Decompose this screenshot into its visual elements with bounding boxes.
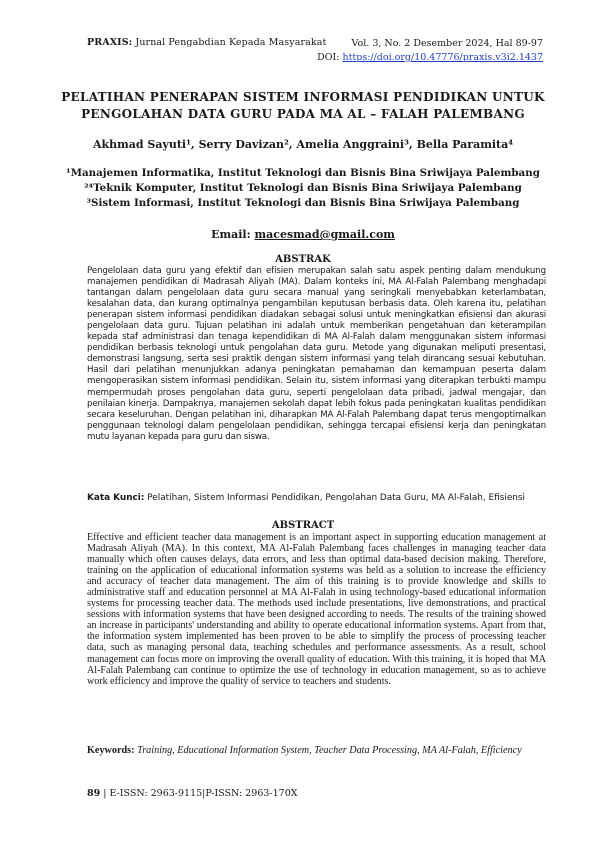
doi-line bbox=[317, 51, 543, 65]
kata-kunci-values: Pelatihan, Sistem Informasi Pendidikan, Pengolahan Data Guru, MA Al-Falah, Efisiensi bbox=[147, 493, 526, 503]
paper-title-line-1: PELATIHAN PENERAPAN SISTEM INFORMASI PENDIDIKAN UNTUK bbox=[61, 90, 545, 104]
abstract-text: Effective and efficient teacher data management is an important aspect in supporting education management at Madrasah Aliyah (MA). In this context, MA Al-Falah Palembang faces challenges in managing teacher data manually which often causes delays, data errors, and less than optimal data-based decision making. Therefore, training on the application of educational information systems was held as a solution to increase the efficiency and accuracy of teacher data management. The aim of this training is to provide knowledge and skills to administrative staff and education personnel at MA Al-Falah in using technology-based educational information systems for processing teacher data. The methods used include presentations, live demonstrations, and practical sessions with information systems that have been designed according to needs. The results of the training showed an increase in participants' understanding and ability to operate educational information systems. Apart from that, the information system implemented has been proven to be able to simplify the process of processing teacher data, such as managing personal data, teaching schedules and performance assessments. As a result, school management can focus more on improving the overall quality of education. With this training, it is hoped that MA Al-Falah Palembang can continue to optimize the use of technology in education management, so as to achieve work efficiency and improve the quality of service to teachers and students. bbox=[87, 532, 546, 687]
affiliation-item: ¹Manajemen Informatika, Institut Teknologi dan Bisnis Bina Sriwijaya Palembang bbox=[66, 167, 540, 179]
contact-email bbox=[60, 228, 546, 241]
volume-info: Vol. 3, No. 2 Desember 2024, Hal 89-97 bbox=[351, 38, 543, 49]
journal-label: PRAXIS: bbox=[87, 37, 133, 48]
kata-kunci bbox=[87, 493, 557, 503]
affiliations bbox=[60, 166, 546, 211]
issn-info: | E-ISSN: 2963-9115|P-ISSN: 2963-170X bbox=[103, 788, 298, 799]
issue-info bbox=[317, 37, 543, 64]
paper-title-line-2: PENGOLAHAN DATA GURU PADA MA AL – FALAH PALEMBANG bbox=[81, 107, 525, 121]
journal-header bbox=[87, 37, 326, 48]
doi-label: DOI: bbox=[317, 51, 340, 63]
abstrak-text: Pengelolaan data guru yang efektif dan efisien merupakan salah satu aspek penting dalam mendukung manajemen pendidikan di Madrasah Aliyah (MA). Dalam konteks ini, MA Al-Falah Palembang menghadapi tantangan dalam pengelolaan data guru secara manual yang seringkali menyebabkan keterlambatan, kesalahan data, dan kurang optimalnya pengambilan keputusan berbasis data. Oleh karena itu, pelatihan penerapan sistem informasi pendidikan diadakan sebagai solusi untuk meningkatkan efisiensi dan akurasi pengelolaan data guru. Tujuan pelatihan ini adalah untuk memberikan pengetahuan dan keterampilan kepada staf administrasi dan tenaga kependidikan di MA Al-Falah dalam menggunakan sistem informasi pendidikan berbasis teknologi untuk pengolahan data guru. Metode yang digunakan meliputi presentasi, demonstrasi langsung, serta sesi praktik dengan sistem informasi yang telah dirancang sesuai kebutuhan. Hasil dari pelatihan menunjukkan adanya peningkatan pemahaman dan kemampuan peserta dalam mengoperasikan sistem informasi pendidikan. Selain itu, sistem informasi yang diterapkan terbukti mampu mempermudah proses pengolahan data guru, seperti pengelolaan data pribadi, jadwal mengajar, dan penilaian kinerja. Dampaknya, manajemen sekolah dapat lebih fokus pada peningkatan kualitas pendidikan secara keseluruhan. Dengan pelatihan ini, diharapkan MA Al-Falah Palembang dapat terus mengoptimalkan penggunaan teknologi dalam pengelolaan pendidikan, sehingga tercapai efisiensi kerja dan peningkatan mutu layanan kepada para guru dan siswa. bbox=[87, 266, 546, 442]
abstrak-heading: ABSTRAK bbox=[275, 254, 331, 265]
affiliation-item: ³Sistem Informasi, Institut Teknologi dan Bisnis Bina Sriwijaya Palembang bbox=[86, 197, 520, 209]
keywords-values: Training, Educational Information System, Teacher Data Processing, MA Al-Falah, Efficiency bbox=[137, 745, 522, 756]
email-label: Email: bbox=[211, 228, 251, 241]
abstract-heading: ABSTRACT bbox=[271, 520, 335, 531]
email-link[interactable]: macesmad@gmail.com bbox=[254, 228, 395, 241]
paper-title bbox=[60, 89, 546, 123]
journal-name: Jurnal Pengabdian Kepada Masyarakat bbox=[135, 37, 327, 48]
page-number: 89 bbox=[87, 788, 101, 799]
keywords-label: Keywords: bbox=[87, 745, 135, 756]
keywords bbox=[87, 745, 557, 756]
page-footer bbox=[87, 788, 298, 799]
affiliation-item: ²⁴Teknik Komputer, Institut Teknologi dan Bisnis Bina Sriwijaya Palembang bbox=[84, 182, 522, 194]
author-list: Akhmad Sayuti¹, Serry Davizan², Amelia Anggraini³, Bella Paramita⁴ bbox=[92, 138, 514, 151]
doi-link[interactable]: https://doi.org/10.47776/praxis.v3i2.1437 bbox=[342, 51, 543, 63]
kata-kunci-label: Kata Kunci: bbox=[87, 493, 145, 503]
